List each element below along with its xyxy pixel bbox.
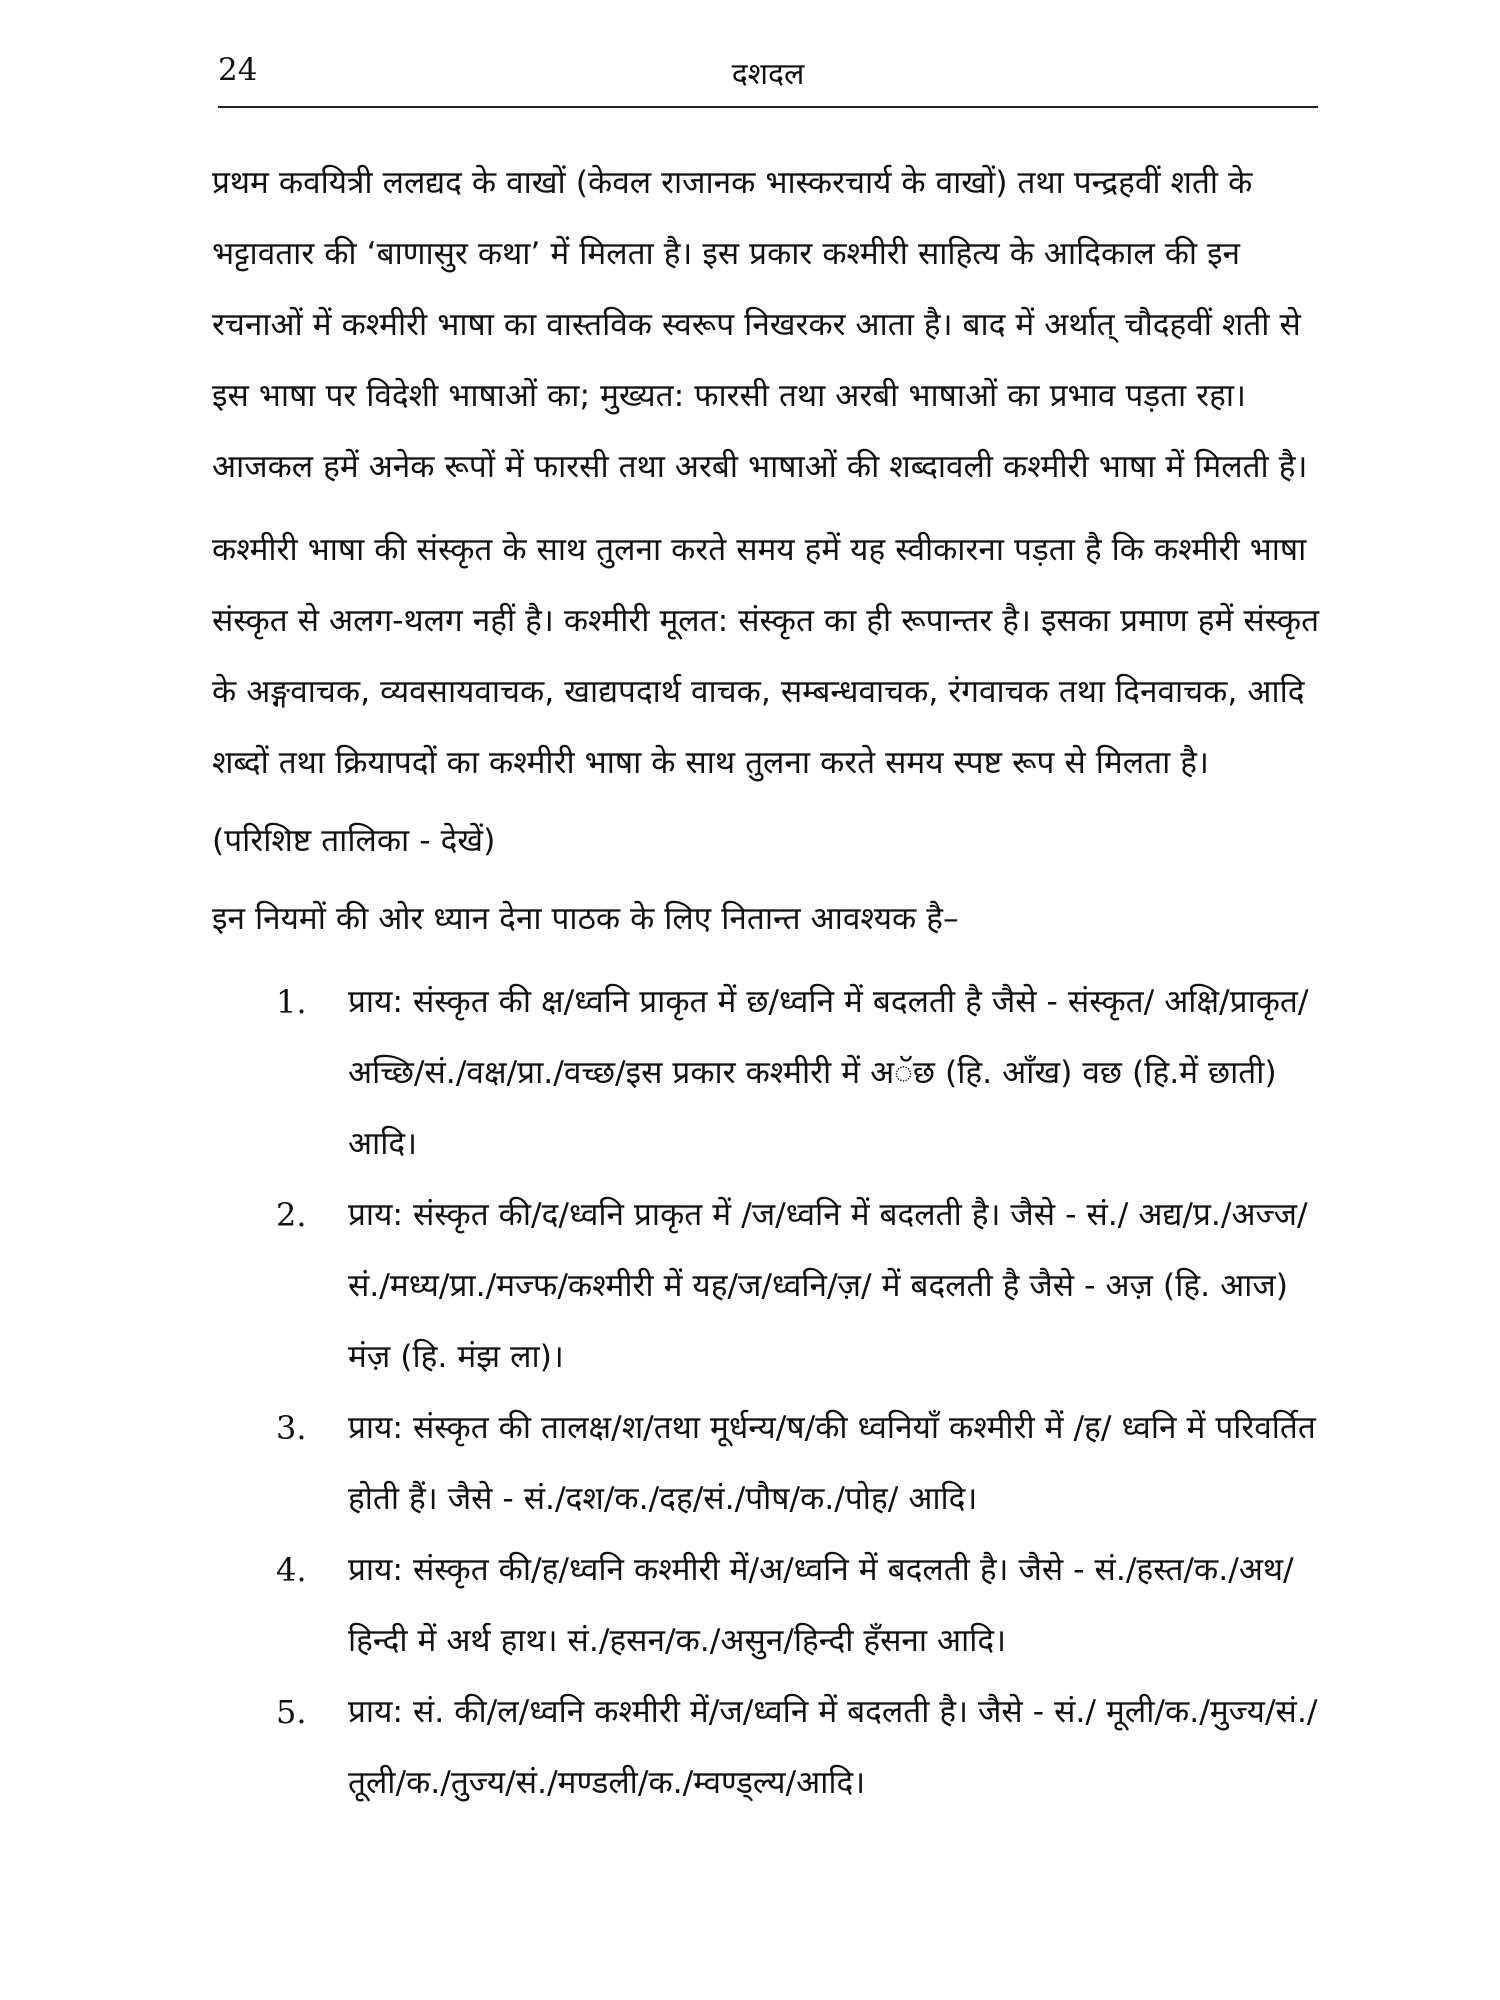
page-header bbox=[218, 52, 1318, 108]
rule-number: 5. bbox=[276, 1693, 307, 1731]
rule-item bbox=[212, 1393, 1322, 1535]
page-number: 24 bbox=[218, 52, 258, 88]
rule-text: प्राय: संस्कृत की/द/ध्वनि प्राकृत में /ज/ध्वनि में बदलती है। जैसे - सं./ अद्य/प्र./अज्ज/सं./मध्य/प्रा./मज्फ/कश्मीरी में यह/ज/ध्वनि/ज़/ में बदलती है जैसे - अज़ (हि. आज) मंज़ (हि. मंझ ला)। bbox=[348, 1197, 1308, 1375]
rule-item bbox=[212, 1535, 1322, 1677]
running-title: दशदल bbox=[731, 57, 805, 92]
body-text bbox=[212, 148, 1322, 1819]
rule-number: 1. bbox=[276, 983, 307, 1021]
rules-list bbox=[212, 967, 1322, 1819]
rule-item bbox=[212, 1677, 1322, 1819]
paragraph-sanskrit-comparison: कश्मीरी भाषा की संस्कृत के साथ तुलना करते समय हमें यह स्वीकारना पड़ता है कि कश्मीरी भाषा संस्कृत से अलग-थलग नहीं है। कश्मीरी मूलत: संस्कृत का ही रूपान्तर है। इसका प्रमाण हमें संस्कृत के अङ्गवाचक, व्यवसायवाचक, खाद्यपदार्थ वाचक, सम्बन्धवाचक, रंगवाचक तथा दिनवाचक, आदि शब्दों तथा क्रियापदों का कश्मीरी भाषा के साथ तुलना करते समय स्पष्ट रूप से मिलता है। bbox=[212, 532, 1320, 781]
rule-text: प्राय: संस्कृत की तालक्ष/श/तथा मूर्धन्य/ष/की ध्वनियाँ कश्मीरी में /ह/ ध्वनि में परिवर्तित होती हैं। जैसे - सं./दश/क./दह/सं./पौष/क./पोह/ आदि। bbox=[348, 1410, 1316, 1517]
rule-item bbox=[212, 967, 1322, 1180]
rule-text: प्राय: सं. की/ल/ध्वनि कश्मीरी में/ज/ध्वनि में बदलती है। जैसे - सं./ मूली/क./मुज्य/सं./तूली/क./तुज्य/सं./मण्डली/क./म्वण्ड्ल्य/आदि। bbox=[348, 1694, 1318, 1801]
paragraph-kashmiri-literature: प्रथम कवयित्री ललद्यद के वाखों (केवल राजानक भास्करचार्य के वाखों) तथा पन्द्रहवीं शती के भट्टावतार की ‘बाणासुर कथा’ में मिलता है। इस प्रकार कश्मीरी साहित्य के आदिकाल की इन रचनाओं में कश्मीरी भाषा का वास्तविक स्वरूप निखरकर आता है। बाद में अर्थात् चौदहवीं शती से इस भाषा पर विदेशी भाषाओं का; मुख्यत: फारसी तथा अरबी भाषाओं का प्रभाव पड़ता रहा। आजकल हमें अनेक रूपों में फारसी तथा अरबी भाषाओं की शब्दावली कश्मीरी भाषा में मिलती है। bbox=[212, 165, 1308, 485]
rules-intro: इन नियमों की ओर ध्यान देना पाठक के लिए नितान्त आवश्यक है– bbox=[212, 901, 959, 937]
rule-text: प्राय: संस्कृत की क्ष/ध्वनि प्राकृत में छ/ध्वनि में बदलती है जैसे - संस्कृत/ अक्षि/प्राकृत/अच्छि/सं./वक्ष/प्रा./वच्छ/इस प्रकार कश्मीरी में अॅछ (हि. आँख) वछ (हि.में छाती) आदि। bbox=[348, 984, 1309, 1162]
rule-item bbox=[212, 1180, 1322, 1393]
rule-number: 3. bbox=[276, 1409, 307, 1447]
rule-text: प्राय: संस्कृत की/ह/ध्वनि कश्मीरी में/अ/ध्वनि में बदलती है। जैसे - सं./हस्त/क./अथ/हिन्दी में अर्थ हाथ। सं./हसन/क./असुन/हिन्दी हँसना आदि। bbox=[348, 1552, 1294, 1659]
rule-number: 2. bbox=[276, 1196, 307, 1234]
rule-number: 4. bbox=[276, 1551, 307, 1589]
appendix-note: (परिशिष्ट तालिका - देखें) bbox=[212, 823, 496, 859]
